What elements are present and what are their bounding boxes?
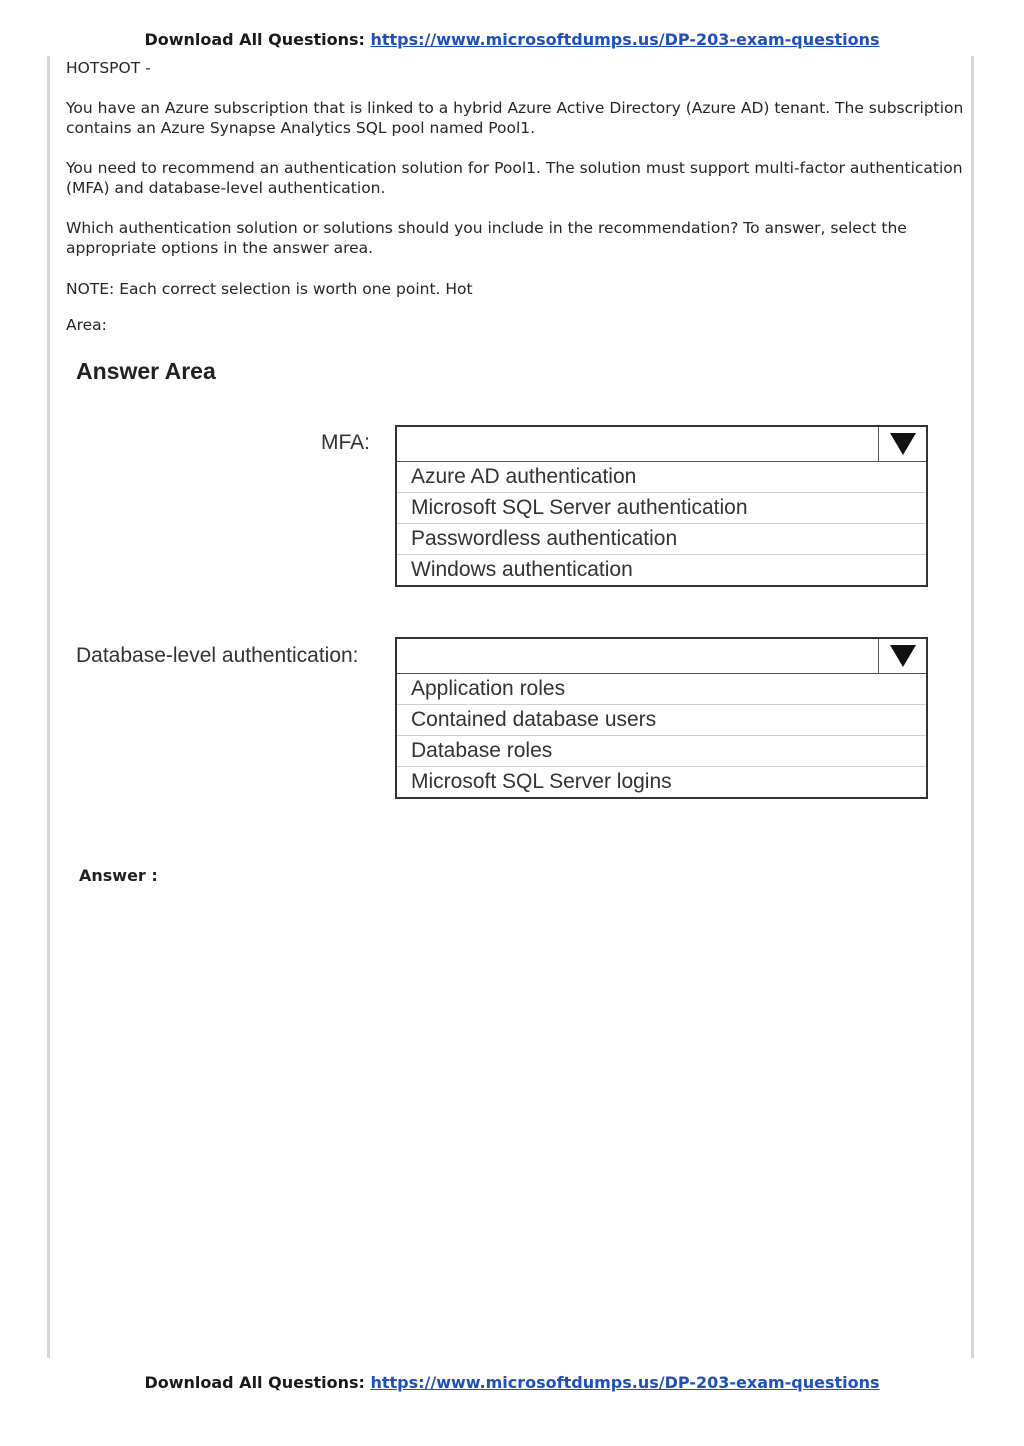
mfa-label: MFA: [321, 431, 371, 454]
left-rule [47, 56, 50, 1358]
answer-area-title: Answer Area [76, 358, 216, 384]
question-type: HOTSPOT - [66, 59, 151, 77]
mfa-dropdown[interactable] [395, 425, 928, 587]
db-level-option[interactable]: Microsoft SQL Server logins [411, 770, 672, 793]
area-label: Area: [66, 316, 107, 334]
question-paragraph-1: You have an Azure subscription that is linked to a hybrid Azure Active Directory (Azure AD) tenant. The subscription contains an Azure Synapse Analytics SQL pool named Pool1. [66, 99, 964, 137]
db-level-option[interactable]: Contained database users [397, 705, 926, 736]
mfa-option[interactable]: Azure AD authentication [397, 462, 926, 493]
triangle-down-icon [890, 433, 916, 455]
header-banner [0, 30, 1024, 49]
db-level-option[interactable]: Application roles [397, 674, 926, 705]
db-level-dropdown-header[interactable] [397, 639, 926, 674]
mfa-dropdown-toggle[interactable] [878, 427, 926, 461]
db-level-option[interactable]: Database roles [397, 736, 926, 767]
mfa-option[interactable]: Windows authentication [411, 558, 633, 581]
banner-prefix: Download All Questions: [144, 1373, 371, 1392]
db-level-dropdown-toggle[interactable] [878, 639, 926, 673]
banner-prefix: Download All Questions: [144, 30, 371, 49]
question-note: NOTE: Each correct selection is worth one point. Hot [66, 280, 473, 298]
question-paragraph-2: You need to recommend an authentication solution for Pool1. The solution must support multi-factor authentication (MFA) and database-level authentication. [66, 159, 963, 197]
db-level-dropdown[interactable] [395, 637, 928, 799]
answer-label: Answer : [79, 866, 158, 885]
triangle-down-icon [890, 645, 916, 667]
download-link[interactable]: https://www.microsoftdumps.us/DP-203-exam-questions [370, 1373, 880, 1392]
footer-banner [0, 1373, 1024, 1392]
mfa-dropdown-header[interactable] [397, 427, 926, 462]
question-paragraph-3: Which authentication solution or solutions should you include in the recommendation? To answer, select the appropriate options in the answer area. [66, 219, 907, 257]
download-link[interactable]: https://www.microsoftdumps.us/DP-203-exam-questions [370, 30, 880, 49]
mfa-option[interactable]: Passwordless authentication [397, 524, 926, 555]
right-rule [971, 56, 974, 1358]
db-level-label: Database-level authentication: [76, 644, 359, 667]
mfa-option[interactable]: Microsoft SQL Server authentication [397, 493, 926, 524]
